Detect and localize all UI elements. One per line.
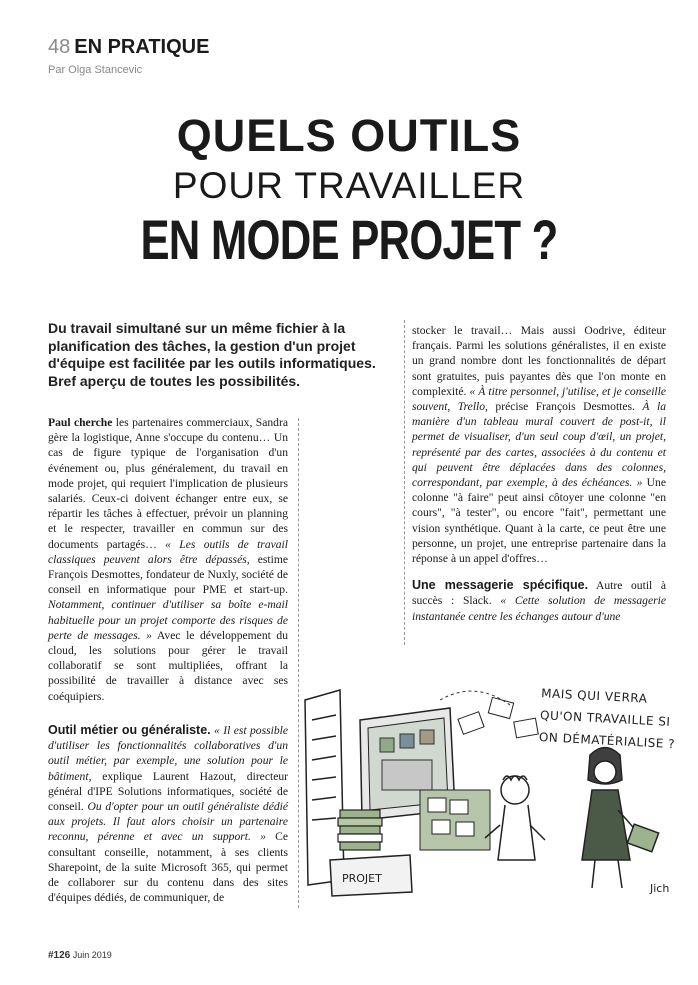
text-run: stocker le travail… Mais aussi Oodrive, éditeur français. Parmi les solutions généralistes, il en existe un grand nombre dont les fonctionnalités de départ sont gratuites, puis payantes dès que l'on monte en complexité. (412, 324, 666, 398)
quote: « Il est possible d'utiliser les fonctionnalités collaboratives d'un outil métier, par exemple, une solution pour le bâtiment, (48, 724, 289, 783)
speech-bubble: MAIS QUI VERRA QU'ON TRAVAILLE SI ON DÉMATÉRIALISE ? (538, 686, 676, 752)
text-run: estime François Desmottes, fondateur de Nuxly, société de conseil en informatique pour PME et start-up. (48, 552, 288, 597)
text-run: Avec le développement du cloud, les solutions pour gérer le travail collaboratif se sont multipliées, offrant la possibilité de travailler à distance avec ses coéquipiers. (48, 628, 288, 703)
paragraph (412, 323, 666, 566)
text-run: les partenaires commerciaux, Sandra gère la logistique, Anne s'occupe du contenu… Un cas de figure typique de l'organisation d'un événement ou, plus généralement, du travail en mode projet, qui requiert l'implication de plusieurs salariés. Ceux-ci doivent échanger entre eux, se répartir les tâches à effectuer, prévoir un planning et le respecter, travailler en commun sur des documents partagés… (48, 416, 288, 551)
quote: « Les outils de travail classiques peuvent alors être dépassés, (48, 537, 288, 566)
text-run: Autre outil à succès : Slack. (412, 579, 667, 608)
flying-papers (440, 691, 538, 738)
quote: Notamment, continuer d'utiliser sa boîte e-mail habituelle pour un projet comporte des risques de perte de messages. » (48, 598, 288, 642)
desk-papers (420, 790, 490, 850)
quote: « À titre personnel, j'utilise, et je conseille souvent, Trello, (412, 384, 666, 414)
easel-board (305, 690, 344, 885)
subheading: Une messagerie spécifique. (412, 578, 589, 593)
column-divider (298, 418, 299, 908)
box-label: PROJET (342, 872, 382, 885)
paragraph (48, 723, 288, 905)
article-column-2 (412, 323, 666, 636)
issue-date: Juin 2019 (72, 950, 112, 960)
quote: Ou d'opter pour un outil généraliste dédié aux projets. Il faut alors choisir un partenaire reconnu, pérenne et avec un support. » (48, 800, 288, 844)
artist-signature: Jich (650, 882, 670, 895)
man-figure (485, 776, 545, 860)
headline-line-3: EN MODE PROJET ? (140, 208, 558, 271)
standfirst: Du travail simultané sur un même fichier à la planification des tâches, la gestion d'un projet d'équipe est facilitée par les outils informatiques. Bref aperçu de toutes les possibilités. (48, 320, 376, 389)
subheading: Outil métier ou généraliste. (48, 723, 211, 737)
paragraph (412, 578, 666, 624)
quote: « Cette solution de messagerie instantanée centre les échanges autour d'une (412, 594, 666, 623)
issue-number: #126 (48, 950, 71, 961)
byline: Par Olga Stancevic (48, 64, 143, 76)
text-run: explique Laurent Hazout, directeur général d'IPE Solutions informatiques, société de conseil. (48, 769, 288, 814)
paragraph (48, 415, 288, 704)
article-column-1b (48, 723, 288, 917)
section-title: EN PRATIQUE (74, 36, 210, 58)
headline-line-2: POUR TRAVAILLER (172, 165, 526, 206)
text-run: Une colonne "à faire" peut ainsi côtoyer une colonne "en cours", "à tester", ou encore "fait", permettant une vision synthétique. Quant à la carte, ce peut être une personne, un projet, une entreprise partenaire dans la réponse à un appel d'offres… (412, 476, 666, 566)
text-run: précise François Desmottes. (487, 400, 643, 414)
headline-line-1: QUELS OUTILS (176, 110, 522, 161)
woman-figure (582, 748, 659, 889)
article-column-1 (48, 415, 288, 716)
column-divider (404, 320, 405, 645)
page-footer (48, 950, 112, 961)
page-number: 48 (48, 36, 71, 58)
page-header (48, 36, 209, 59)
lead-in: Paul cherche (48, 416, 113, 429)
paper-stack (338, 810, 382, 850)
project-box (330, 855, 412, 896)
text-run: Ce consultant conseille, notamment, à ses clients Sharepoint, de la suite Microsoft 365, qui permet de collaborer sur du contenu dans des sites d'équipes dédiés, de communiquer, de (48, 830, 288, 905)
quote: À la manière d'un tableau mural couvert de post-it, il permet de visualiser, d'un seul coup d'œil, un projet, représenté par des cartes, associées à du contenu et qui peuvent être déplacées dans des colonnes, correspondant, par exemple, à des échéances. » (412, 400, 666, 490)
